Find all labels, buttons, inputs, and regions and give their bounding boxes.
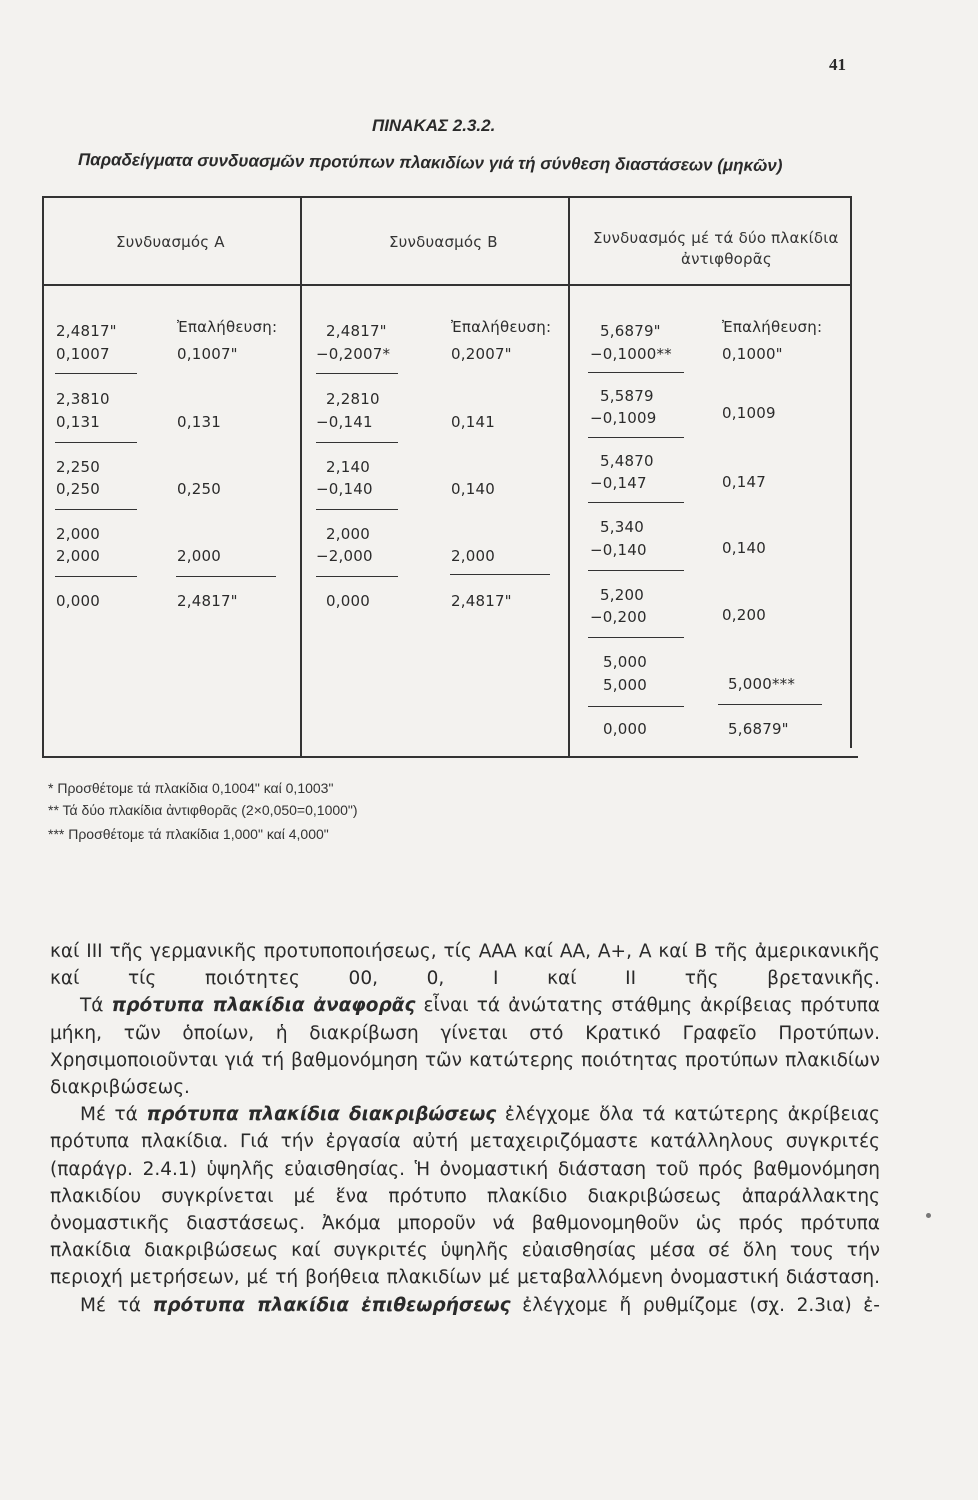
c-value: 5,6879" (600, 322, 661, 340)
c-rule (588, 437, 684, 438)
c-check-value: 5,000*** (728, 675, 796, 693)
c-value: 0,000 (603, 720, 647, 738)
b-value: 2,000 (326, 525, 370, 543)
column-divider-ab (300, 196, 302, 756)
a-value: 2,250 (56, 458, 100, 476)
a-value: 2,4817" (56, 322, 117, 340)
b-value: −0,140 (316, 480, 373, 498)
header-combination-c-line2: ἀντιφθορᾶς (681, 250, 772, 268)
table-title: ΠΙΝΑΚΑΣ 2.3.2. (372, 116, 496, 135)
b-check-rule (450, 574, 550, 575)
p3-text: ἐλέγχομε ὅλα τά κατώτερης ἀκρίβειας πρότυπα πλακίδια. Γιά τήν ἐργασία αὐτή μεταχειριζόμαστε κατάλληλους συγκριτές (παράγρ. 2.4.1) ὑψηλῆς εὐαισθησίας. Ἡ ὀνομαστική διάσταση τοῦ πρός βαθμονόμηση πλακιδίου συγκρίνεται μέ ἕνα πρότυπο πλακίδιο διακριβώσεως ἀπαράλλακτης ὀνομαστικῆς διαστάσεως. Ἀκόμα μποροῦν νά βαθμονομηθοῦν ὡς πρός πρότυπα πλακίδια διακριβώσεως καί συγκριτές ὑψηλῆς εὐαισθησίας μέσα σέ ὅλη τους τήν περιοχή μετρήσεων, μέ τή βοήθεια πλακιδίων μέ μεταβαλλόμενη ὀνομαστική διάσταση. (50, 1104, 880, 1289)
table-border-bottom (42, 756, 858, 758)
a-value: 0,250 (56, 480, 100, 498)
a-check-value: 2,4817" (177, 592, 238, 610)
p2-lead: Τά (80, 995, 104, 1017)
a-value: 2,000 (56, 547, 100, 565)
c-check-value: 0,140 (722, 539, 766, 557)
c-rule (588, 706, 684, 707)
c-check-value: 5,6879" (728, 720, 789, 738)
c-check-value: 0,1000" (722, 345, 783, 363)
paragraph-1: καί III τῆς γερμανικῆς προτυποποιήσεως, τίς ΑΑΑ καί ΑΑ, Α+, Α καί Β τῆς ἀμερικανικῆς καί τίς ποιότητες 00, 0, I καί II τῆς βρετανικῆς. (50, 941, 880, 990)
c-rule (588, 372, 684, 373)
b-value: 2,2810 (326, 390, 380, 408)
table-subtitle: Παραδείγματα συνδυασμῶν προτύπων πλακιδίων γιά τή σύνθεση διαστάσεων (μηκῶν) (77, 150, 783, 176)
c-rule (588, 502, 684, 503)
c-value: 5,000 (603, 653, 647, 671)
a-rule (55, 442, 137, 443)
b-rule (316, 373, 398, 374)
table-border-right (850, 196, 852, 748)
footnote: * Προσθέτομε τά πλακίδια 0,1004" καί 0,1003" (48, 780, 334, 796)
a-value: 0,000 (56, 592, 100, 610)
b-value: −2,000 (316, 547, 373, 565)
header-combination-c-line1: Συνδυασμός μέ τά δύο πλακίδια (593, 229, 839, 247)
header-combination-b: Συνδυασμός Β (389, 233, 498, 251)
verification-label-b: Ἐπαλήθευση: (451, 318, 552, 336)
p3-lead: Μέ τά (80, 1104, 138, 1126)
b-rule (316, 442, 398, 443)
table-border-left (42, 196, 44, 758)
a-value: 2,000 (56, 525, 100, 543)
verification-label-a: Ἐπαλήθευση: (177, 318, 278, 336)
b-value: 0,000 (326, 592, 370, 610)
c-value: −0,140 (590, 541, 647, 559)
ink-speck (926, 1213, 931, 1218)
b-value: 2,4817" (326, 322, 387, 340)
paragraph-3 (50, 1101, 880, 1291)
c-value: −0,147 (590, 474, 647, 492)
paragraph-2 (50, 992, 880, 1101)
a-check-value: 0,131 (177, 413, 221, 431)
b-value: 2,140 (326, 458, 370, 476)
c-value: 5,4870 (600, 452, 654, 470)
p4-text: ἐλέγχομε ἤ ρυθμίζομε (σχ. 2.3ια) ἐ- (522, 1294, 880, 1316)
b-check-value: 0,140 (451, 480, 495, 498)
c-value: −0,1009 (590, 409, 657, 427)
p2-text: εἶναι τά ἀνώτατης στάθμης ἀκρίβειας πρότυπα μήκη, τῶν ὁποίων, ἡ διακρίβωση γίνεται στό Κρατικό Γραφεῖο Προτύπων. Χρησιμοποιοῦνται γιά τή βαθμονόμηση τῶν κατώτερης ποιότητας προτύπων πλακιδίων διακριβώσεως. (50, 995, 880, 1099)
a-check-rule (176, 576, 276, 577)
b-value: −0,141 (316, 413, 373, 431)
c-value: 5,000 (603, 676, 647, 694)
footnote: *** Προσθέτομε τά πλακίδια 1,000" καί 4,000" (48, 826, 329, 842)
c-check-value: 0,200 (722, 606, 766, 624)
a-rule (55, 509, 137, 510)
c-value: 5,5879 (600, 387, 654, 405)
c-value: 5,200 (600, 586, 644, 604)
b-check-value: 2,000 (451, 547, 495, 565)
a-check-value: 2,000 (177, 547, 221, 565)
b-check-value: 0,141 (451, 413, 495, 431)
a-rule (55, 373, 137, 374)
verification-label-c: Ἐπαλήθευση: (722, 318, 823, 336)
c-check-value: 0,147 (722, 473, 766, 491)
p2-term: πρότυπα πλακίδια ἀναφορᾶς (111, 995, 416, 1017)
a-check-value: 0,1007" (177, 345, 238, 363)
p4-term: πρότυπα πλακίδια ἐπιθεωρήσεως (152, 1294, 511, 1316)
footnote: ** Τά δύο πλακίδια ἀντιφθορᾶς (2×0,050=0,1000") (48, 802, 358, 818)
c-check-rule (718, 704, 822, 705)
c-check-value: 0,1009 (722, 404, 776, 422)
b-check-value: 0,2007" (451, 345, 512, 363)
a-rule (55, 576, 137, 577)
body-text (50, 938, 880, 1319)
c-rule (588, 637, 684, 638)
b-rule (316, 509, 398, 510)
a-value: 0,131 (56, 413, 100, 431)
column-divider-bc (568, 196, 570, 756)
header-combination-a: Συνδυασμός Α (116, 233, 225, 251)
c-value: −0,1000** (590, 345, 672, 363)
a-value: 2,3810 (56, 390, 110, 408)
a-value: 0,1007 (56, 345, 110, 363)
table-border-top (42, 196, 850, 198)
paragraph-4 (50, 1292, 880, 1319)
header-divider (42, 284, 852, 286)
b-value: −0,2007* (316, 345, 391, 363)
b-check-value: 2,4817" (451, 592, 512, 610)
c-value: 5,340 (600, 518, 644, 536)
c-value: −0,200 (590, 608, 647, 626)
p4-lead: Μέ τά (80, 1294, 141, 1316)
b-rule (316, 576, 398, 577)
p3-term: πρότυπα πλακίδια διακριβώσεως (146, 1104, 497, 1126)
a-check-value: 0,250 (177, 480, 221, 498)
page-number: 41 (829, 55, 846, 74)
c-rule (588, 570, 684, 571)
